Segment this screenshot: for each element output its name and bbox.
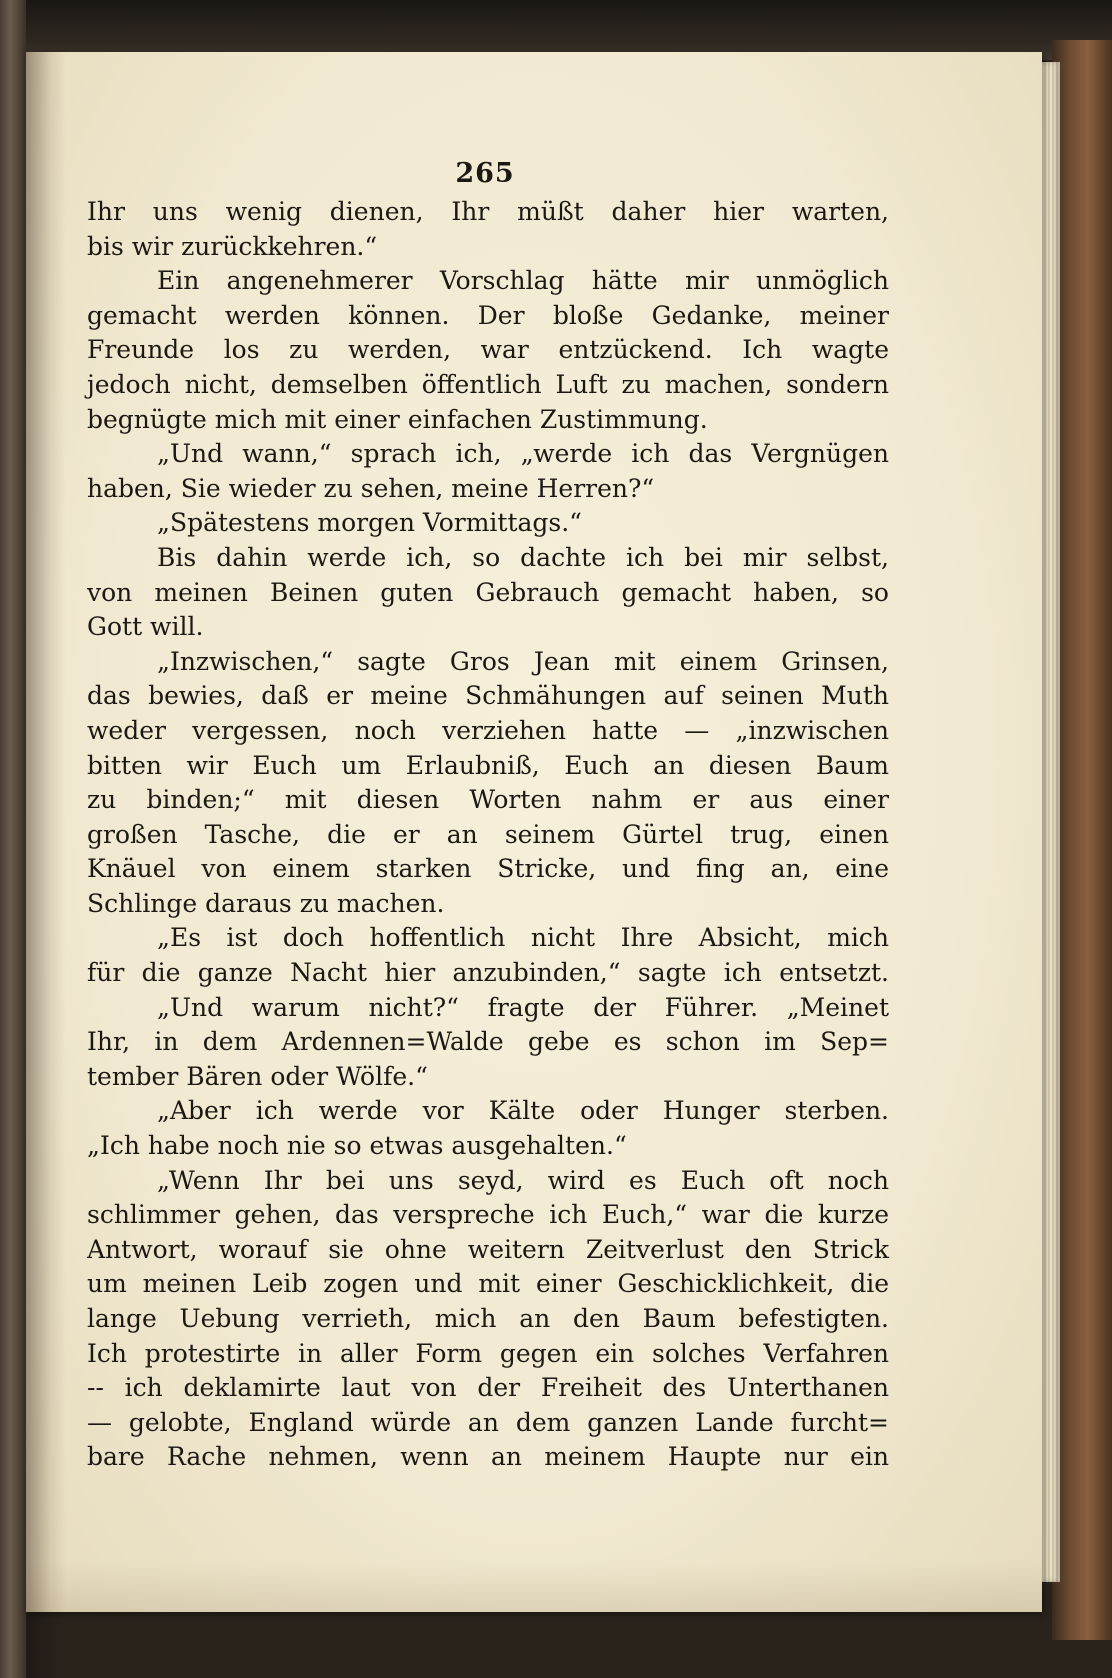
- text-line: Antwort, worauf sie ohne weitern Zeitverlust den Strick: [87, 1234, 889, 1264]
- text-line: bare Rache nehmen, wenn an meinem Haupte nur ein: [87, 1442, 889, 1472]
- text-line: bis wir zurückkehren.“: [87, 231, 378, 261]
- book-spine-edge: [0, 0, 26, 1678]
- text-line: zu binden;“ mit diesen Worten nahm er aus einer: [87, 785, 889, 815]
- text-line: jedoch nicht, demselben öffentlich Luft zu machen, sondern: [87, 369, 889, 399]
- text-line: — gelobte, England würde an dem ganzen Lande furcht=: [87, 1407, 889, 1437]
- text-line: das bewies, daß er meine Schmähungen auf seinen Muth: [87, 681, 889, 711]
- text-line: „Ich habe noch nie so etwas ausgehalten.“: [87, 1131, 627, 1161]
- text-line: begnügte mich mit einer einfachen Zustimmung.: [87, 404, 708, 434]
- text-line: weder vergessen, noch verziehen hatte — „inzwischen: [87, 715, 889, 745]
- text-line: gemacht werden können. Der bloße Gedanke, meiner: [87, 300, 889, 330]
- text-line: bitten wir Euch um Erlaubniß, Euch an diesen Baum: [87, 750, 889, 780]
- text-line: -- ich deklamirte laut von der Freiheit des Unterthanen: [87, 1373, 889, 1403]
- book-cover-right: [1052, 40, 1112, 1640]
- text-line: Gott will.: [87, 612, 204, 642]
- text-line: Ihr, in dem Ardennen=Walde gebe es schon im Sep=: [87, 1027, 889, 1057]
- book-cover-top: [0, 0, 1112, 60]
- text-line: Ich protestirte in aller Form gegen ein solches Verfahren: [87, 1338, 889, 1368]
- text-line: „Und warum nicht?“ fragte der Führer. „Meinet: [157, 992, 889, 1022]
- text-line: Bis dahin werde ich, so dachte ich bei mir selbst,: [157, 542, 889, 572]
- text-line: schlimmer gehen, das verspreche ich Euch,“ war die kurze: [87, 1200, 889, 1230]
- text-line: „Spätestens morgen Vormittags.“: [157, 508, 582, 538]
- text-line: Schlinge daraus zu machen.: [87, 888, 445, 918]
- text-line: Ihr uns wenig dienen, Ihr müßt daher hier warten,: [87, 197, 889, 226]
- text-line: „Es ist doch hoffentlich nicht Ihre Absicht, mich: [157, 923, 889, 953]
- text-line: Freunde los zu werden, war entzückend. Ich wagte: [87, 335, 889, 365]
- page-gutter-shadow: [26, 52, 66, 1612]
- text-line: „Wenn Ihr bei uns seyd, wird es Euch oft noch: [157, 1165, 889, 1195]
- text-line: um meinen Leib zogen und mit einer Geschicklichkeit, die: [87, 1269, 889, 1299]
- text-line: haben, Sie wieder zu sehen, meine Herren?“: [87, 473, 655, 503]
- page-text: [87, 195, 889, 1475]
- text-line: großen Tasche, die er an seinem Gürtel trug, einen: [87, 819, 889, 849]
- text-line: Knäuel von einem starken Stricke, und fing an, eine: [87, 854, 889, 884]
- page-number: 265: [455, 158, 515, 189]
- page-bottom-shade: [26, 1560, 1042, 1612]
- text-line: Ein angenehmerer Vorschlag hätte mir unmöglich: [157, 266, 889, 296]
- text-line: „Inzwischen,“ sagte Gros Jean mit einem Grinsen,: [157, 646, 889, 676]
- text-line: von meinen Beinen guten Gebrauch gemacht haben, so: [87, 577, 889, 607]
- text-line: lange Uebung verrieth, mich an den Baum befestigten.: [87, 1304, 889, 1333]
- text-line: „Aber ich werde vor Kälte oder Hunger sterben.: [157, 1096, 889, 1126]
- text-line: „Und wann,“ sprach ich, „werde ich das Vergnügen: [157, 439, 889, 469]
- text-line: tember Bären oder Wölfe.“: [87, 1061, 428, 1091]
- text-line: für die ganze Nacht hier anzubinden,“ sagte ich entsetzt.: [87, 958, 889, 988]
